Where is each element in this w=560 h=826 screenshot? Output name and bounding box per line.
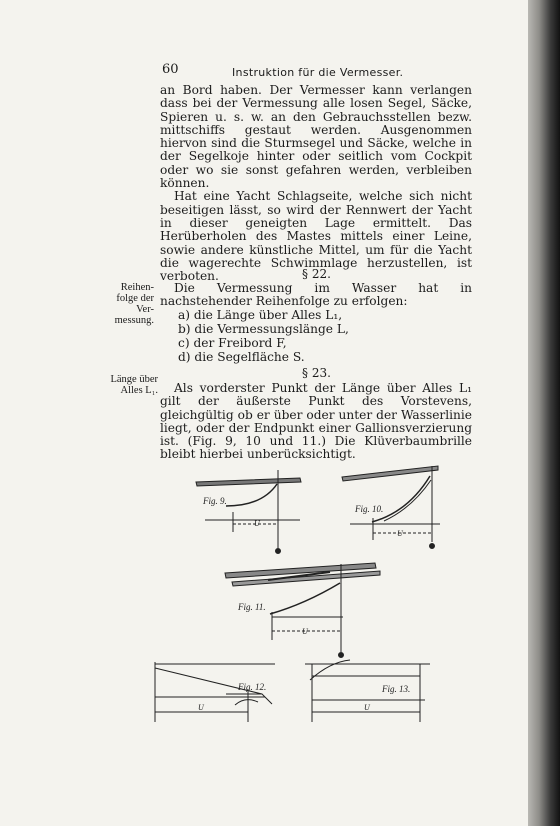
figure-9	[196, 470, 301, 554]
figure-label: Fig. 9.	[203, 496, 227, 506]
dimension-label: U	[397, 529, 403, 538]
figure-label: Fig. 10.	[355, 504, 384, 514]
running-head: Instruktion für die Vermesser.	[232, 66, 404, 79]
margin-note-line: Länge über	[110, 374, 158, 385]
paragraph-1: an Bord haben. Der Vermesser kann verlangen dass bei der Vermessung alle losen Segel, Säcke, Spieren u. s. w. an den Gebrauchsstellen bezw. mittschiffs gestaut werden. Ausgenommen hiervon sind die Sturmsegel und Säcke, welche in der Segelkoje hinter oder seitlich vom Cockpit oder wo sie sonst gefahren werden, verbleiben können.	[160, 83, 472, 191]
section-23-text: Als vorderster Punkt der Länge über Alles L₁ gilt der äußerste Punkt des Vorstevens, gleichgültig ob er über oder unter der Wasserlinie liegt, oder der Endpunkt einer Gallionsverzierung ist. (Fig. 9, 10 und 11.) Die Klüverbaumbrille bleibt hierbei unberücksichtigt.	[160, 381, 472, 462]
margin-note-line: Reihen-	[120, 282, 154, 293]
section-22-heading: § 22.	[302, 267, 331, 281]
figure-12	[155, 662, 275, 722]
list-item: a) die Länge über Alles L₁,	[178, 308, 343, 322]
margin-note-line: folge der	[116, 293, 154, 304]
figure-label: Fig. 11.	[238, 602, 266, 612]
paragraph-2: Hat eine Yacht Schlagseite, welche sich nicht beseitigen lässt, so wird der Rennwert der Yacht in dieser geneigten Lage ermittelt. Das Herüberholen des Mastes mittels einer Leine, sowie andere künstliche Mittel, um für die Yacht die wagerechte Schwimmlage herzustellen, ist verboten.	[160, 189, 472, 284]
page-number: 60	[162, 62, 179, 77]
list-item: c) der Freibord F,	[178, 336, 287, 350]
dimension-label: U	[198, 703, 204, 712]
margin-note-line: Ver-	[136, 304, 154, 315]
section-23-heading: § 23.	[302, 366, 331, 380]
list-item: d) die Segelfläche S.	[178, 350, 305, 364]
figure-13	[305, 660, 430, 722]
dimension-label: U	[302, 627, 308, 636]
dimension-label: U	[364, 703, 370, 712]
page-edge-shadow	[528, 0, 560, 826]
section-22-intro: Die Vermessung im Wasser hat in nachstehender Reihenfolge zu erfolgen:	[160, 281, 472, 309]
figure-11	[225, 563, 380, 658]
figure-label: Fig. 13.	[382, 684, 411, 694]
list-item: b) die Vermessungslänge L,	[178, 322, 349, 336]
figure-label: Fig. 12.	[238, 682, 267, 692]
margin-note-line: Alles L₁.	[120, 385, 158, 396]
dimension-label: U	[254, 519, 260, 528]
margin-note-line: messung.	[114, 315, 154, 326]
figure-10	[342, 466, 440, 549]
